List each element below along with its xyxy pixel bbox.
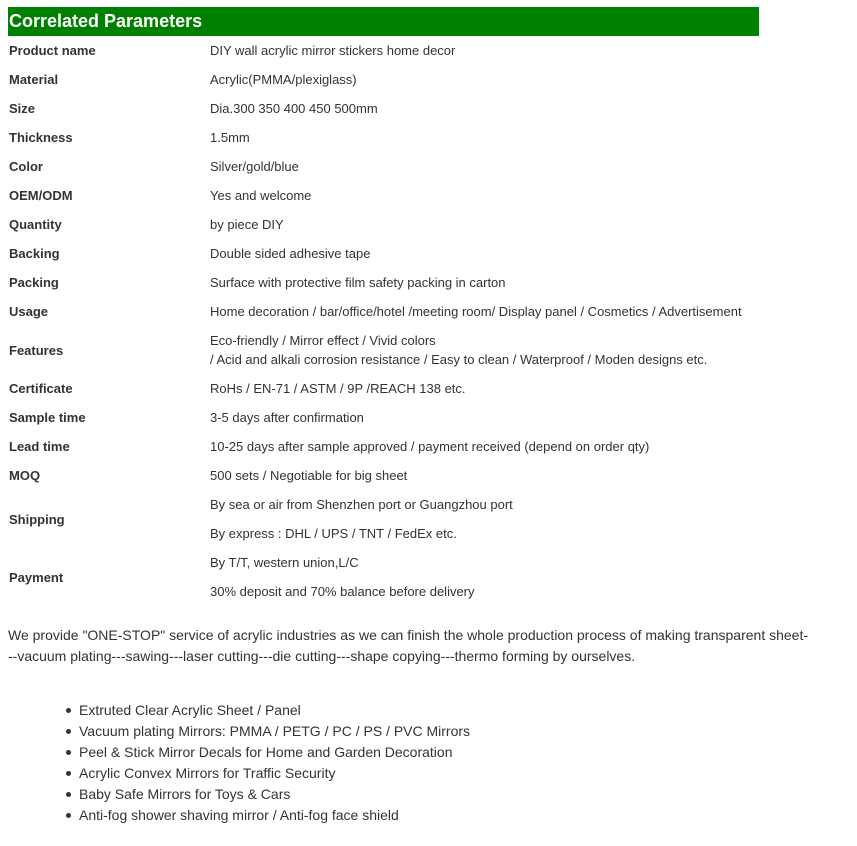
param-value (210, 181, 759, 210)
list-item (79, 700, 470, 721)
bullet-icon (66, 792, 71, 797)
param-value (210, 36, 759, 65)
list-item (79, 721, 470, 742)
list-item-text: Acrylic Convex Mirrors for Traffic Security (79, 765, 336, 781)
list-item-text: Extruted Clear Acrylic Sheet / Panel (79, 702, 301, 718)
param-value-line: By express : DHL / UPS / TNT / FedEx etc. (210, 526, 457, 541)
param-row (8, 123, 759, 152)
param-label: Product name (9, 43, 96, 58)
param-value-line: / Acid and alkali corrosion resistance / Easy to clean / Waterproof / Moden designs etc. (210, 352, 708, 367)
param-label: Lead time (9, 439, 70, 454)
bullet-icon (66, 813, 71, 818)
param-label: Size (9, 101, 36, 116)
section-title: Correlated Parameters (8, 7, 759, 36)
param-value-line: Double sided adhesive tape (210, 246, 371, 261)
bullet-icon (66, 708, 71, 713)
list-item (79, 784, 470, 805)
param-label: Quantity (9, 217, 62, 232)
param-value (210, 461, 759, 490)
list-item (79, 742, 470, 763)
param-row (8, 548, 759, 606)
param-value (210, 490, 759, 548)
param-row (8, 210, 759, 239)
param-row (8, 297, 759, 326)
param-value-line: Home decoration / bar/office/hotel /meeting room/ Display panel / Cosmetics / Advertisement (210, 304, 742, 319)
param-value (210, 123, 759, 152)
param-row (8, 152, 759, 181)
param-label: Payment (9, 569, 64, 585)
product-list (79, 700, 470, 826)
param-value (210, 239, 759, 268)
param-value-line: 10-25 days after sample approved / payment received (depend on order qty) (210, 439, 650, 454)
param-label: Thickness (9, 130, 73, 145)
param-label: Certificate (9, 381, 73, 396)
param-value (210, 403, 759, 432)
list-item-text: Vacuum plating Mirrors: PMMA / PETG / PC / PS / PVC Mirrors (79, 723, 471, 739)
param-value (210, 65, 759, 94)
param-row (8, 181, 759, 210)
param-label: OEM/ODM (9, 188, 73, 203)
param-label: Material (9, 72, 59, 87)
param-value-line: Silver/gold/blue (210, 159, 299, 174)
list-item-text: Anti-fog shower shaving mirror / Anti-fog face shield (79, 807, 399, 823)
param-value (210, 374, 759, 403)
param-value-line: Yes and welcome (210, 188, 312, 203)
param-value (210, 326, 759, 374)
param-row (8, 490, 759, 548)
param-value-line: 1.5mm (210, 130, 250, 145)
param-value (210, 548, 759, 606)
param-label: Shipping (9, 511, 65, 527)
param-value-line: By sea or air from Shenzhen port or Guangzhou port (210, 497, 513, 512)
param-label: Color (9, 159, 43, 174)
param-label: MOQ (9, 468, 41, 483)
param-value (210, 94, 759, 123)
param-value (210, 152, 759, 181)
bullet-icon (66, 750, 71, 755)
param-row (8, 239, 759, 268)
param-value-line: 500 sets / Negotiable for big sheet (210, 468, 408, 483)
param-value (210, 210, 759, 239)
bullet-icon (66, 771, 71, 776)
param-value (210, 297, 759, 326)
param-value (210, 268, 759, 297)
intro-paragraph: We provide "ONE-STOP" service of acrylic industries as we can finish the whole production process of making transparent sheet---vacuum plating---sawing---laser cutting---die cutting---shape copying---thermo forming by ourselves. (8, 627, 809, 664)
param-row (8, 326, 759, 374)
param-value-line: By T/T, western union,L/C (210, 555, 359, 570)
param-label: Features (9, 342, 64, 358)
parameters-section (8, 7, 759, 606)
param-value-line: DIY wall acrylic mirror stickers home decor (210, 43, 456, 58)
param-row (8, 374, 759, 403)
param-row (8, 65, 759, 94)
param-value-line: Acrylic(PMMA/plexiglass) (210, 72, 357, 87)
param-value-line: Dia.300 350 400 450 500mm (210, 101, 378, 116)
param-row (8, 432, 759, 461)
param-row (8, 403, 759, 432)
param-value-line: by piece DIY (210, 217, 284, 232)
list-item (79, 763, 470, 784)
param-row (8, 94, 759, 123)
param-row (8, 461, 759, 490)
param-row (8, 268, 759, 297)
param-label: Packing (9, 275, 59, 290)
bullet-icon (66, 729, 71, 734)
param-label: Usage (9, 304, 49, 319)
param-value-line: 3-5 days after confirmation (210, 410, 364, 425)
param-label: Backing (9, 246, 60, 261)
list-item-text: Baby Safe Mirrors for Toys & Cars (79, 786, 291, 802)
param-row (8, 36, 759, 65)
param-value-line: Surface with protective film safety packing in carton (210, 275, 506, 290)
list-item-text: Peel & Stick Mirror Decals for Home and Garden Decoration (79, 744, 453, 760)
param-value (210, 432, 759, 461)
param-value-line: Eco-friendly / Mirror effect / Vivid colors (210, 333, 436, 348)
list-item (79, 805, 470, 826)
param-label: Sample time (9, 410, 86, 425)
parameters-table (8, 36, 759, 606)
param-value-line: 30% deposit and 70% balance before delivery (210, 584, 475, 599)
param-value-line: RoHs / EN-71 / ASTM / 9P /REACH 138 etc. (210, 381, 466, 396)
